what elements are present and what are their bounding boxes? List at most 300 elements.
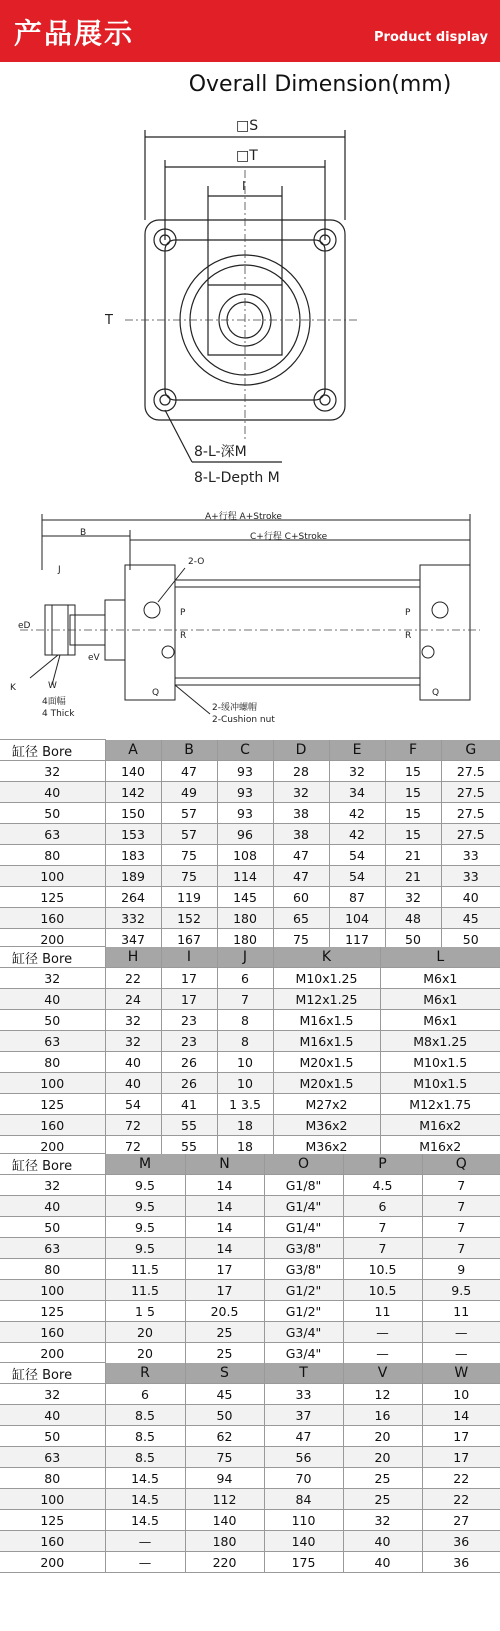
value-cell: G1/8" <box>264 1175 343 1196</box>
value-cell: 87 <box>329 887 385 908</box>
bore-cell: 40 <box>0 1196 105 1217</box>
value-cell: 8 <box>217 1010 273 1031</box>
column-header: W <box>422 1363 500 1384</box>
value-cell: M10x1.5 <box>380 1052 500 1073</box>
column-header: N <box>185 1154 264 1175</box>
table-row <box>0 1175 500 1196</box>
value-cell: 57 <box>161 824 217 845</box>
value-cell: 22 <box>422 1468 500 1489</box>
value-cell: — <box>343 1343 422 1364</box>
value-cell: 32 <box>273 782 329 803</box>
bore-header: 缸径 Bore <box>0 740 105 761</box>
value-cell: 9.5 <box>105 1217 185 1238</box>
banner-title-en: Product display <box>374 30 488 45</box>
value-cell: 8 <box>217 1031 273 1052</box>
value-cell: 119 <box>161 887 217 908</box>
bore-cell: 125 <box>0 1094 105 1115</box>
value-cell: 150 <box>105 803 161 824</box>
value-cell: M20x1.5 <box>273 1073 380 1094</box>
value-cell: M16x1.5 <box>273 1010 380 1031</box>
bore-cell: 80 <box>0 1052 105 1073</box>
value-cell: 40 <box>105 1052 161 1073</box>
value-cell: 14 <box>422 1405 500 1426</box>
value-cell: 75 <box>161 845 217 866</box>
table-row <box>0 1301 500 1322</box>
value-cell: 54 <box>105 1094 161 1115</box>
value-cell: 12 <box>343 1384 422 1405</box>
bore-cell: 50 <box>0 1010 105 1031</box>
value-cell: 108 <box>217 845 273 866</box>
table-row <box>0 761 500 782</box>
value-cell: 20 <box>343 1447 422 1468</box>
label-two-o: 2-O <box>188 557 205 567</box>
bore-cell: 40 <box>0 989 105 1010</box>
table-row <box>0 1031 500 1052</box>
callout-cn: 8-L-深M <box>194 444 247 460</box>
value-cell: 36 <box>422 1552 500 1573</box>
value-cell: 10.5 <box>343 1259 422 1280</box>
value-cell: 11.5 <box>105 1259 185 1280</box>
value-cell: 50 <box>385 929 441 950</box>
table-row <box>0 1094 500 1115</box>
value-cell: 332 <box>105 908 161 929</box>
column-header: O <box>264 1154 343 1175</box>
value-cell: 175 <box>264 1552 343 1573</box>
column-header: J <box>217 947 273 968</box>
value-cell: 75 <box>273 929 329 950</box>
value-cell: 347 <box>105 929 161 950</box>
value-cell: 25 <box>343 1489 422 1510</box>
value-cell: M10x1.25 <box>273 968 380 989</box>
table-row <box>0 908 500 929</box>
value-cell: 14.5 <box>105 1489 185 1510</box>
label-ed: eD <box>18 621 31 631</box>
value-cell: G1/2" <box>264 1301 343 1322</box>
value-cell: 57 <box>161 803 217 824</box>
label-ev: eV <box>88 653 100 663</box>
value-cell: 8.5 <box>105 1426 185 1447</box>
value-cell: 17 <box>422 1447 500 1468</box>
column-header: E <box>329 740 385 761</box>
column-header: M <box>105 1154 185 1175</box>
table-row <box>0 1010 500 1031</box>
value-cell: 140 <box>185 1510 264 1531</box>
table-row <box>0 1489 500 1510</box>
column-header: G <box>441 740 500 761</box>
column-header: P <box>343 1154 422 1175</box>
value-cell: 8.5 <box>105 1405 185 1426</box>
header-banner <box>0 0 500 62</box>
value-cell: 8.5 <box>105 1447 185 1468</box>
value-cell: M36x2 <box>273 1136 380 1157</box>
value-cell: 34 <box>329 782 385 803</box>
value-cell: 93 <box>217 782 273 803</box>
value-cell: 60 <box>273 887 329 908</box>
page-title: Overall Dimension(mm) <box>188 72 452 97</box>
value-cell: 15 <box>385 782 441 803</box>
value-cell: 7 <box>343 1217 422 1238</box>
value-cell: 17 <box>422 1426 500 1447</box>
value-cell: M36x2 <box>273 1115 380 1136</box>
column-header: V <box>343 1363 422 1384</box>
column-header: S <box>185 1363 264 1384</box>
table-header-row <box>0 947 500 968</box>
value-cell: M6x1 <box>380 968 500 989</box>
value-cell: 9.5 <box>105 1196 185 1217</box>
value-cell: M10x1.5 <box>380 1073 500 1094</box>
bore-cell: 125 <box>0 1301 105 1322</box>
value-cell: 142 <box>105 782 161 803</box>
value-cell: 48 <box>385 908 441 929</box>
value-cell: 40 <box>441 887 500 908</box>
bore-cell: 200 <box>0 929 105 950</box>
spec-table-m-q <box>0 1153 500 1364</box>
value-cell: 21 <box>385 866 441 887</box>
value-cell: 32 <box>105 1010 161 1031</box>
value-cell: G3/4" <box>264 1322 343 1343</box>
value-cell: 110 <box>264 1510 343 1531</box>
value-cell: 140 <box>264 1531 343 1552</box>
table-row <box>0 1552 500 1573</box>
label-q-left: Q <box>152 688 160 698</box>
value-cell: M12x1.75 <box>380 1094 500 1115</box>
bore-cell: 63 <box>0 1238 105 1259</box>
label-j: J <box>58 565 61 575</box>
value-cell: 15 <box>385 824 441 845</box>
table-row <box>0 1238 500 1259</box>
value-cell: 14.5 <box>105 1468 185 1489</box>
value-cell: 152 <box>161 908 217 929</box>
value-cell: 6 <box>105 1384 185 1405</box>
table-row <box>0 1322 500 1343</box>
value-cell: 32 <box>329 761 385 782</box>
column-header: I <box>161 947 217 968</box>
bore-cell: 200 <box>0 1343 105 1364</box>
value-cell: — <box>343 1322 422 1343</box>
value-cell: 23 <box>161 1031 217 1052</box>
value-cell: 6 <box>343 1196 422 1217</box>
bore-cell: 50 <box>0 1217 105 1238</box>
value-cell: 50 <box>441 929 500 950</box>
value-cell: 10 <box>422 1384 500 1405</box>
value-cell: 17 <box>161 989 217 1010</box>
value-cell: 62 <box>185 1426 264 1447</box>
value-cell: G1/2" <box>264 1280 343 1301</box>
bore-cell: 160 <box>0 1115 105 1136</box>
column-header: F <box>385 740 441 761</box>
value-cell: 11 <box>343 1301 422 1322</box>
value-cell: M8x1.25 <box>380 1031 500 1052</box>
value-cell: 27.5 <box>441 782 500 803</box>
value-cell: 180 <box>217 908 273 929</box>
bore-cell: 32 <box>0 1175 105 1196</box>
value-cell: — <box>422 1343 500 1364</box>
value-cell: 145 <box>217 887 273 908</box>
value-cell: 10.5 <box>343 1280 422 1301</box>
value-cell: G1/4" <box>264 1217 343 1238</box>
table-row <box>0 1426 500 1447</box>
value-cell: 84 <box>264 1489 343 1510</box>
value-cell: 11.5 <box>105 1280 185 1301</box>
value-cell: 264 <box>105 887 161 908</box>
table-row <box>0 1196 500 1217</box>
value-cell: M16x2 <box>380 1115 500 1136</box>
value-cell: 112 <box>185 1489 264 1510</box>
value-cell: 9.5 <box>105 1175 185 1196</box>
value-cell: 40 <box>343 1552 422 1573</box>
bore-cell: 160 <box>0 1531 105 1552</box>
value-cell: 93 <box>217 761 273 782</box>
value-cell: 7 <box>422 1217 500 1238</box>
value-cell: 17 <box>161 968 217 989</box>
value-cell: 75 <box>185 1447 264 1468</box>
value-cell: M6x1 <box>380 1010 500 1031</box>
bore-cell: 80 <box>0 845 105 866</box>
bore-cell: 63 <box>0 1447 105 1468</box>
value-cell: 10 <box>217 1052 273 1073</box>
value-cell: 14 <box>185 1217 264 1238</box>
value-cell: — <box>105 1531 185 1552</box>
value-cell: 47 <box>273 866 329 887</box>
value-cell: 153 <box>105 824 161 845</box>
label-a-stroke: A+行程 A+Stroke <box>205 512 282 522</box>
table-header-row <box>0 1363 500 1384</box>
value-cell: 93 <box>217 803 273 824</box>
value-cell: 6 <box>217 968 273 989</box>
value-cell: — <box>422 1322 500 1343</box>
spec-table-h-l <box>0 946 500 1157</box>
label-p-right: P <box>405 608 411 618</box>
label-cushion-en: 2-Cushion nut <box>212 715 275 725</box>
value-cell: 180 <box>185 1531 264 1552</box>
label-t-top: □T <box>236 148 258 164</box>
value-cell: 28 <box>273 761 329 782</box>
value-cell: 54 <box>329 845 385 866</box>
value-cell: 33 <box>441 866 500 887</box>
value-cell: 72 <box>105 1136 161 1157</box>
value-cell: G3/4" <box>264 1343 343 1364</box>
value-cell: 18 <box>217 1136 273 1157</box>
table-row <box>0 968 500 989</box>
value-cell: 104 <box>329 908 385 929</box>
value-cell: M27x2 <box>273 1094 380 1115</box>
value-cell: 32 <box>343 1510 422 1531</box>
value-cell: M16x2 <box>380 1136 500 1157</box>
value-cell: 27 <box>422 1510 500 1531</box>
value-cell: 33 <box>441 845 500 866</box>
value-cell: 27.5 <box>441 761 500 782</box>
label-thick-cn: 4面幅 <box>42 697 66 707</box>
label-cushion-cn: 2-缓冲螺帽 <box>212 703 257 713</box>
value-cell: 189 <box>105 866 161 887</box>
value-cell: G3/8" <box>264 1259 343 1280</box>
table-row <box>0 1384 500 1405</box>
callout-en: 8-L-Depth M <box>194 470 280 486</box>
bore-cell: 160 <box>0 908 105 929</box>
table-row <box>0 1280 500 1301</box>
label-b: B <box>80 528 87 538</box>
label-r-right: R <box>405 631 412 641</box>
value-cell: 9 <box>422 1259 500 1280</box>
label-w: W <box>48 681 57 691</box>
bore-cell: 80 <box>0 1468 105 1489</box>
label-thick-en: 4 Thick <box>42 709 75 719</box>
value-cell: 7 <box>343 1238 422 1259</box>
value-cell: — <box>105 1552 185 1573</box>
value-cell: 49 <box>161 782 217 803</box>
value-cell: 96 <box>217 824 273 845</box>
value-cell: 22 <box>422 1489 500 1510</box>
value-cell: 36 <box>422 1531 500 1552</box>
value-cell: 55 <box>161 1115 217 1136</box>
value-cell: 45 <box>441 908 500 929</box>
table-row <box>0 1259 500 1280</box>
value-cell: 47 <box>273 845 329 866</box>
value-cell: M20x1.5 <box>273 1052 380 1073</box>
bore-cell: 32 <box>0 761 105 782</box>
value-cell: M6x1 <box>380 989 500 1010</box>
table-row <box>0 803 500 824</box>
value-cell: 15 <box>385 761 441 782</box>
value-cell: 26 <box>161 1073 217 1094</box>
column-header: L <box>380 947 500 968</box>
value-cell: 7 <box>217 989 273 1010</box>
value-cell: 20.5 <box>185 1301 264 1322</box>
table-row <box>0 1073 500 1094</box>
value-cell: 38 <box>273 803 329 824</box>
bore-header: 缸径 Bore <box>0 947 105 968</box>
value-cell: 26 <box>161 1052 217 1073</box>
table-header-row <box>0 1154 500 1175</box>
value-cell: 14 <box>185 1238 264 1259</box>
value-cell: 42 <box>329 803 385 824</box>
table-row <box>0 1531 500 1552</box>
value-cell: 180 <box>217 929 273 950</box>
value-cell: 42 <box>329 824 385 845</box>
front-view-drawing <box>0 110 500 510</box>
table-header-row <box>0 740 500 761</box>
value-cell: 32 <box>385 887 441 908</box>
column-header: H <box>105 947 161 968</box>
bore-header: 缸径 Bore <box>0 1363 105 1384</box>
value-cell: 140 <box>105 761 161 782</box>
table-row <box>0 887 500 908</box>
value-cell: 25 <box>343 1468 422 1489</box>
value-cell: 7 <box>422 1196 500 1217</box>
value-cell: 14 <box>185 1196 264 1217</box>
value-cell: 11 <box>422 1301 500 1322</box>
column-header: R <box>105 1363 185 1384</box>
table-row <box>0 1115 500 1136</box>
value-cell: 16 <box>343 1405 422 1426</box>
value-cell: 1 3.5 <box>217 1094 273 1115</box>
value-cell: 4.5 <box>343 1175 422 1196</box>
bore-cell: 100 <box>0 1073 105 1094</box>
value-cell: 45 <box>185 1384 264 1405</box>
table-row <box>0 845 500 866</box>
banner-title-cn: 产品展示 <box>14 17 135 50</box>
value-cell: M16x1.5 <box>273 1031 380 1052</box>
value-cell: 24 <box>105 989 161 1010</box>
value-cell: 17 <box>185 1259 264 1280</box>
column-header: K <box>273 947 380 968</box>
label-t-side: T <box>105 313 113 328</box>
value-cell: 55 <box>161 1136 217 1157</box>
bore-cell: 160 <box>0 1322 105 1343</box>
value-cell: 40 <box>343 1531 422 1552</box>
value-cell: 1 5 <box>105 1301 185 1322</box>
spec-table-a-g <box>0 739 500 950</box>
table-row <box>0 989 500 1010</box>
value-cell: 183 <box>105 845 161 866</box>
value-cell: 70 <box>264 1468 343 1489</box>
bore-cell: 100 <box>0 1280 105 1301</box>
bore-cell: 40 <box>0 1405 105 1426</box>
value-cell: 75 <box>161 866 217 887</box>
value-cell: 23 <box>161 1010 217 1031</box>
bore-cell: 100 <box>0 866 105 887</box>
table-row <box>0 866 500 887</box>
table-row <box>0 824 500 845</box>
column-header: D <box>273 740 329 761</box>
bore-cell: 200 <box>0 1552 105 1573</box>
value-cell: 47 <box>161 761 217 782</box>
bore-cell: 100 <box>0 1489 105 1510</box>
label-q-right: Q <box>432 688 440 698</box>
value-cell: 15 <box>385 803 441 824</box>
value-cell: G3/8" <box>264 1238 343 1259</box>
value-cell: 41 <box>161 1094 217 1115</box>
label-c-stroke: C+行程 C+Stroke <box>250 532 328 542</box>
value-cell: 7 <box>422 1175 500 1196</box>
bore-cell: 125 <box>0 887 105 908</box>
table-row <box>0 1510 500 1531</box>
column-header: C <box>217 740 273 761</box>
value-cell: 65 <box>273 908 329 929</box>
table-row <box>0 1447 500 1468</box>
value-cell: 32 <box>105 1031 161 1052</box>
table-row <box>0 1217 500 1238</box>
bore-cell: 50 <box>0 1426 105 1447</box>
bore-cell: 32 <box>0 1384 105 1405</box>
bore-cell: 40 <box>0 782 105 803</box>
value-cell: 94 <box>185 1468 264 1489</box>
value-cell: 9.5 <box>422 1280 500 1301</box>
value-cell: G1/4" <box>264 1196 343 1217</box>
table-row <box>0 1405 500 1426</box>
value-cell: 38 <box>273 824 329 845</box>
value-cell: 7 <box>422 1238 500 1259</box>
table-row <box>0 1468 500 1489</box>
value-cell: M12x1.25 <box>273 989 380 1010</box>
value-cell: 56 <box>264 1447 343 1468</box>
value-cell: 14 <box>185 1175 264 1196</box>
bore-cell: 200 <box>0 1136 105 1157</box>
side-view-drawing <box>0 510 500 730</box>
value-cell: 220 <box>185 1552 264 1573</box>
value-cell: 21 <box>385 845 441 866</box>
value-cell: 18 <box>217 1115 273 1136</box>
bore-header: 缸径 Bore <box>0 1154 105 1175</box>
value-cell: 20 <box>105 1322 185 1343</box>
bore-cell: 32 <box>0 968 105 989</box>
value-cell: 37 <box>264 1405 343 1426</box>
value-cell: 54 <box>329 866 385 887</box>
column-header: T <box>264 1363 343 1384</box>
value-cell: 114 <box>217 866 273 887</box>
value-cell: 20 <box>343 1426 422 1447</box>
value-cell: 14.5 <box>105 1510 185 1531</box>
